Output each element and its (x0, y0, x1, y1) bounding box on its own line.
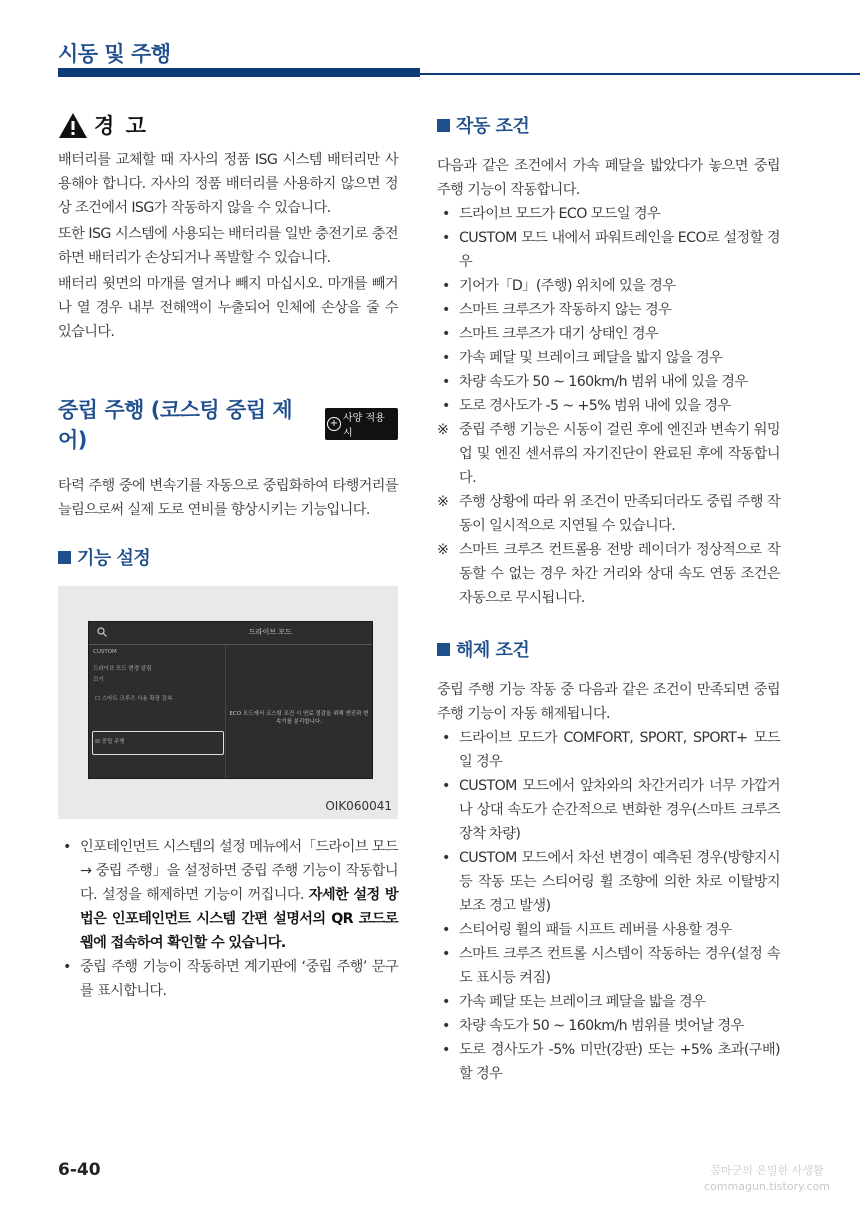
section-title (58, 394, 398, 454)
note-item: ※ 스마트 크루즈 컨트롤용 전방 레이더가 정상적으로 작동할 수 없는 경우 차간 거리와 상대 속도 연동 조건은 자동으로 무시됩니다. (437, 538, 780, 610)
list-item: • CUSTOM 모드에서 앞차와의 차간거리가 너무 가깝거나 상대 속도가 순간적으로 변화한 경우(스마트 크루즈 장착 차량) (437, 774, 780, 846)
warning-triangle-icon (58, 111, 88, 139)
settings-heading (58, 544, 398, 570)
settings-figure (58, 586, 398, 819)
list-item: • 차량 속도가 50 ~ 160km/h 범위를 벗어날 경우 (437, 1014, 780, 1038)
operating-list (437, 202, 780, 418)
operating-notes (437, 418, 780, 610)
warning-heading (58, 110, 398, 140)
screen-divider (225, 645, 226, 778)
option-badge-label: 사양 적용시 (342, 413, 385, 439)
screen-item: 끄기 (93, 677, 104, 683)
list-item: • 스마트 크루즈 컨트롤 시스템이 작동하는 경우(설정 속도 표시등 켜짐) (437, 942, 780, 990)
page-number: 6-40 (58, 1160, 101, 1180)
list-item: • 드라이브 모드가 COMFORT, SPORT, SPORT+ 모드일 경우 (437, 726, 780, 774)
square-bullet-icon (58, 551, 71, 564)
list-item: • CUSTOM 모드 내에서 파워트레인을 ECO로 설정할 경우 (437, 226, 780, 274)
list-item: • 기어가「D」(주행) 위치에 있을 경우 (437, 274, 780, 298)
note-item: ※ 주행 상황에 따라 위 조건이 만족되더라도 중립 주행 작동이 일시적으로 지연될 수 있습니다. (437, 490, 780, 538)
list-item: • 스티어링 휠의 패들 시프트 레버를 사용할 경우 (437, 918, 780, 942)
release-list (437, 726, 780, 1086)
screen-title: 드라이브 모드 (249, 628, 292, 636)
screen-item-label: 중립 주행 (101, 739, 125, 745)
watermark (704, 1163, 830, 1195)
plus-circle-icon: + (327, 417, 341, 431)
release-intro: 중립 주행 기능 작동 중 다음과 같은 조건이 만족되면 중립 주행 기능이 자동 해제됩니다. (437, 682, 780, 722)
settings-bullets (58, 835, 398, 1003)
settings-title: 기능 설정 (77, 548, 151, 569)
watermark-line: 콤마군의 은밀한 사생활 (710, 1164, 824, 1177)
operating-title: 작동 조건 (456, 116, 530, 137)
figure-id: OIK060041 (325, 799, 392, 813)
list-item: • CUSTOM 모드에서 차선 변경이 예측된 경우(방향지시등 작동 또는 스티어링 휠 조향에 의한 차로 이탈방지 보조 경고 발생) (437, 846, 780, 918)
list-item: • 차량 속도가 50 ~ 160km/h 범위 내에 있을 경우 (437, 370, 780, 394)
list-item: • 가속 페달 및 브레이크 페달을 밟지 않을 경우 (437, 346, 780, 370)
header-rule-thick (58, 68, 420, 77)
warning-title: 경 고 (94, 114, 148, 138)
screen-checkbox-item: ☒ 중립 주행 (95, 739, 125, 745)
infotainment-screen (88, 621, 373, 779)
release-title: 해제 조건 (456, 640, 530, 661)
section-title-text: 중립 주행 (코스팅 중립 제어) (58, 398, 293, 452)
left-column (58, 110, 398, 1003)
screen-header (89, 622, 372, 645)
right-column (437, 112, 780, 1086)
section-intro: 타력 주행 중에 변속기를 자동으로 중립화하여 타행거리를 늘림으로써 실제 도로 연비를 향상시키는 기능입니다. (58, 478, 398, 518)
list-item: • 스마트 크루즈가 대기 상태인 경우 (437, 322, 780, 346)
watermark-line: commagun.tistory.com (704, 1180, 830, 1193)
square-bullet-icon (437, 643, 450, 656)
operating-heading (437, 112, 780, 138)
list-item: • 스마트 크루즈가 작동하지 않는 경우 (437, 298, 780, 322)
warning-paragraph: 배터리 윗면의 마개를 열거나 빼지 마십시오. 마개를 빼거나 열 경우 내부 전해액이 누출되어 인체에 손상을 줄 수 있습니다. (58, 276, 398, 340)
screen-checkbox-item: ☐ 스마트 크루즈 사용 확장 감속 (95, 696, 173, 702)
list-item: • 도로 경사도가 -5 ~ +5% 범위 내에 있을 경우 (437, 394, 780, 418)
warning-paragraph: 배터리를 교체할 때 자사의 정품 ISG 시스템 배터리만 사용해야 합니다. 자사의 정품 배터리를 사용하지 않으면 정상 조건에서 ISG가 작동하지 않을 수 있습니다. (58, 152, 398, 216)
search-icon (97, 627, 107, 637)
header-rule-thin (420, 73, 860, 75)
warning-paragraph: 또한 ISG 시스템에 사용되는 배터리를 일반 충전기로 충전하면 배터리가 손상되거나 폭발할 수 있습니다. (58, 226, 398, 266)
bullet-text: 인포테인먼트 시스템의 설정 메뉴에서「드라이브 모드 → 중립 주행」을 설정하면 중립 주행 기능이 작동합니다. 설정을 해제하면 기능이 꺼집니다. (80, 839, 398, 903)
screen-item: 드라이브 모드 변경 알림 (93, 666, 152, 672)
bullet-bold-text: 자세한 설정 방법은 인포테인먼트 시스템 간편 설명서의 QR 코드로 웹에 접속하여 확인할 수 있습니다. (80, 887, 398, 951)
release-heading (437, 636, 780, 662)
list-item: • 중립 주행 기능이 작동하면 계기판에 ‘중립 주행’ 문구를 표시합니다. (58, 955, 398, 1003)
page-header-title: 시동 및 주행 (58, 42, 171, 66)
square-bullet-icon (437, 119, 450, 132)
screen-description: ECO 모드에서 코스팅 조건 시 연료 절감을 위해 엔진과 변속기를 분리합니다. (229, 711, 369, 725)
option-badge (325, 408, 398, 440)
list-item: • 가속 페달 또는 브레이크 페달을 밟을 경우 (437, 990, 780, 1014)
list-item: • 드라이브 모드가 ECO 모드일 경우 (437, 202, 780, 226)
note-item: ※ 중립 주행 기능은 시동이 걸린 후에 엔진과 변속기 워밍업 및 엔진 센서류의 자기진단이 완료된 후에 작동합니다. (437, 418, 780, 490)
screen-item: CUSTOM (93, 649, 117, 655)
operating-intro: 다음과 같은 조건에서 가속 페달을 밟았다가 놓으면 중립 주행 기능이 작동합니다. (437, 158, 780, 198)
screen-item-label: 스마트 크루즈 사용 확장 감속 (101, 696, 173, 702)
list-item: • 도로 경사도가 -5% 미만(강판) 또는 +5% 초과(구배)할 경우 (437, 1038, 780, 1086)
list-item (58, 835, 398, 955)
